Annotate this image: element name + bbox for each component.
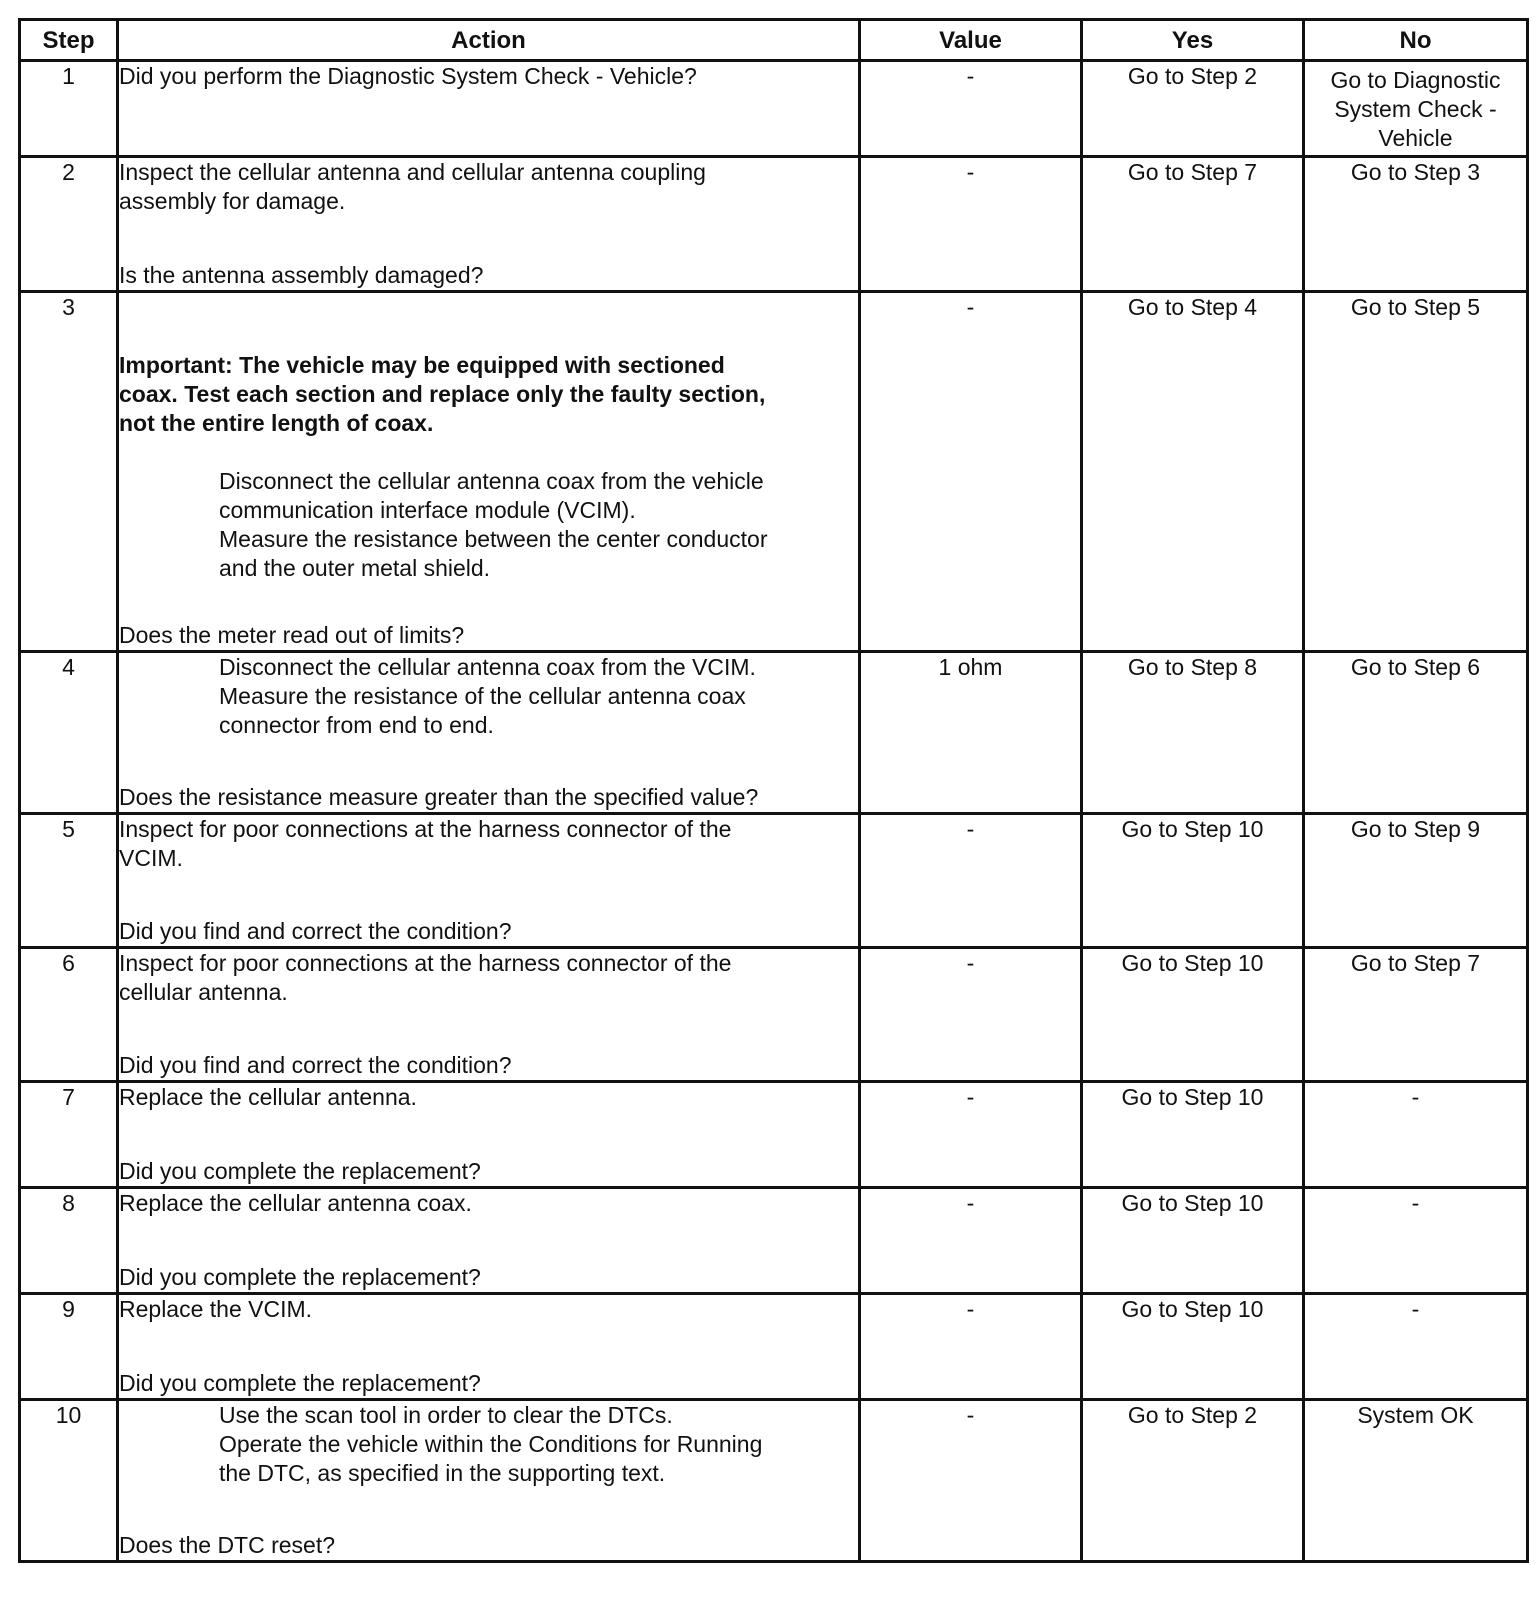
action-cell	[118, 814, 860, 948]
yes-cell: Go to Step 10	[1082, 948, 1304, 1082]
yes-cell: Go to Step 10	[1082, 814, 1304, 948]
action-question: Is the antenna assembly damaged?	[119, 262, 484, 288]
yes-cell: Go to Step 2	[1082, 1400, 1304, 1562]
yes-cell: Go to Step 4	[1082, 292, 1304, 652]
header-no: No	[1304, 20, 1528, 61]
action-text: Inspect for poor connections at the harness connector of the	[119, 816, 732, 842]
value-cell: -	[860, 1400, 1082, 1562]
action-cell	[118, 1082, 860, 1188]
procedure-line: Measure the resistance of the cellular antenna coax	[219, 683, 746, 709]
value-cell: -	[860, 61, 1082, 157]
action-question: Does the meter read out of limits?	[119, 622, 465, 648]
action-question: Did you complete the replacement?	[119, 1370, 481, 1396]
yes-cell: Go to Step 10	[1082, 1294, 1304, 1400]
action-text: Inspect the cellular antenna and cellular antenna coupling	[119, 159, 706, 185]
important-line: not the entire length of coax.	[119, 410, 434, 436]
procedure-steps	[119, 653, 858, 740]
header-action: Action	[118, 20, 860, 61]
action-question: Does the resistance measure greater than the specified value?	[119, 784, 759, 810]
yes-cell: Go to Step 10	[1082, 1188, 1304, 1294]
action-cell	[118, 948, 860, 1082]
yes-cell: Go to Step 10	[1082, 1082, 1304, 1188]
procedure-line: Disconnect the cellular antenna coax from the VCIM.	[219, 654, 756, 680]
action-text: Replace the VCIM.	[119, 1296, 313, 1322]
action-cell	[118, 1188, 860, 1294]
no-line: Vehicle	[1378, 125, 1453, 151]
procedure-steps	[119, 467, 858, 583]
diagnostic-page	[18, 18, 1526, 1563]
action-text: Did you perform the Diagnostic System Check - Vehicle?	[119, 63, 697, 89]
step-number: 6	[20, 948, 118, 1082]
no-cell: System OK	[1304, 1400, 1528, 1562]
step-number: 3	[20, 292, 118, 652]
header-yes: Yes	[1082, 20, 1304, 61]
action-cell	[118, 292, 860, 652]
no-cell: Go to Step 3	[1304, 157, 1528, 292]
step-number: 7	[20, 1082, 118, 1188]
no-cell: -	[1304, 1294, 1528, 1400]
table-row	[20, 814, 1528, 948]
step-number: 5	[20, 814, 118, 948]
value-cell: -	[860, 948, 1082, 1082]
action-cell	[118, 1400, 860, 1562]
value-cell: -	[860, 1294, 1082, 1400]
action-text: Inspect for poor connections at the harness connector of the	[119, 950, 732, 976]
table-row	[20, 1294, 1528, 1400]
no-line: System Check -	[1334, 96, 1497, 122]
action-cell	[118, 1294, 860, 1400]
action-text: cellular antenna.	[119, 979, 288, 1005]
yes-cell: Go to Step 7	[1082, 157, 1304, 292]
procedure-line: the DTC, as specified in the supporting text.	[219, 1460, 666, 1486]
step-number: 10	[20, 1400, 118, 1562]
no-cell: Go to Step 7	[1304, 948, 1528, 1082]
table-row	[20, 948, 1528, 1082]
procedure-line: Operate the vehicle within the Conditions for Running	[219, 1431, 763, 1457]
table-row	[20, 652, 1528, 814]
no-cell	[1304, 61, 1528, 157]
action-cell	[118, 157, 860, 292]
important-note	[119, 351, 858, 438]
no-cell: Go to Step 5	[1304, 292, 1528, 652]
no-cell: -	[1304, 1082, 1528, 1188]
yes-cell: Go to Step 8	[1082, 652, 1304, 814]
procedure-line: communication interface module (VCIM).	[219, 497, 636, 523]
table-row	[20, 1082, 1528, 1188]
header-value: Value	[860, 20, 1082, 61]
value-cell: -	[860, 814, 1082, 948]
action-question: Did you complete the replacement?	[119, 1264, 481, 1290]
value-cell: -	[860, 292, 1082, 652]
no-cell: -	[1304, 1188, 1528, 1294]
table-row	[20, 61, 1528, 157]
important-line: Important: The vehicle may be equipped with sectioned	[119, 352, 725, 378]
step-number: 8	[20, 1188, 118, 1294]
procedure-line: and the outer metal shield.	[219, 555, 491, 581]
step-number: 4	[20, 652, 118, 814]
action-question: Did you find and correct the condition?	[119, 918, 512, 944]
action-cell	[118, 61, 860, 157]
important-line: coax. Test each section and replace only the faulty section,	[119, 381, 766, 407]
procedure-line: Use the scan tool in order to clear the DTCs.	[219, 1402, 673, 1428]
value-cell: 1 ohm	[860, 652, 1082, 814]
no-cell: Go to Step 9	[1304, 814, 1528, 948]
yes-cell: Go to Step 2	[1082, 61, 1304, 157]
value-cell: -	[860, 1188, 1082, 1294]
action-question: Does the DTC reset?	[119, 1532, 336, 1558]
value-cell: -	[860, 157, 1082, 292]
step-number: 9	[20, 1294, 118, 1400]
step-number: 2	[20, 157, 118, 292]
procedure-line: Disconnect the cellular antenna coax from the vehicle	[219, 468, 764, 494]
action-question: Did you find and correct the condition?	[119, 1052, 512, 1078]
procedure-line: Measure the resistance between the center conductor	[219, 526, 768, 552]
header-step: Step	[20, 20, 118, 61]
table-row	[20, 1188, 1528, 1294]
table-row	[20, 157, 1528, 292]
procedure-steps	[119, 1401, 858, 1488]
action-text: Replace the cellular antenna.	[119, 1084, 417, 1110]
diagnostic-table	[18, 18, 1529, 1563]
table-row	[20, 292, 1528, 652]
action-text: Replace the cellular antenna coax.	[119, 1190, 472, 1216]
action-cell	[118, 652, 860, 814]
no-line: Go to Diagnostic	[1330, 67, 1501, 93]
action-text: VCIM.	[119, 845, 183, 871]
value-cell: -	[860, 1082, 1082, 1188]
header-row	[20, 20, 1528, 61]
procedure-line: connector from end to end.	[219, 712, 494, 738]
no-cell: Go to Step 6	[1304, 652, 1528, 814]
step-number: 1	[20, 61, 118, 157]
table-row	[20, 1400, 1528, 1562]
action-text: assembly for damage.	[119, 188, 346, 214]
action-question: Did you complete the replacement?	[119, 1158, 481, 1184]
